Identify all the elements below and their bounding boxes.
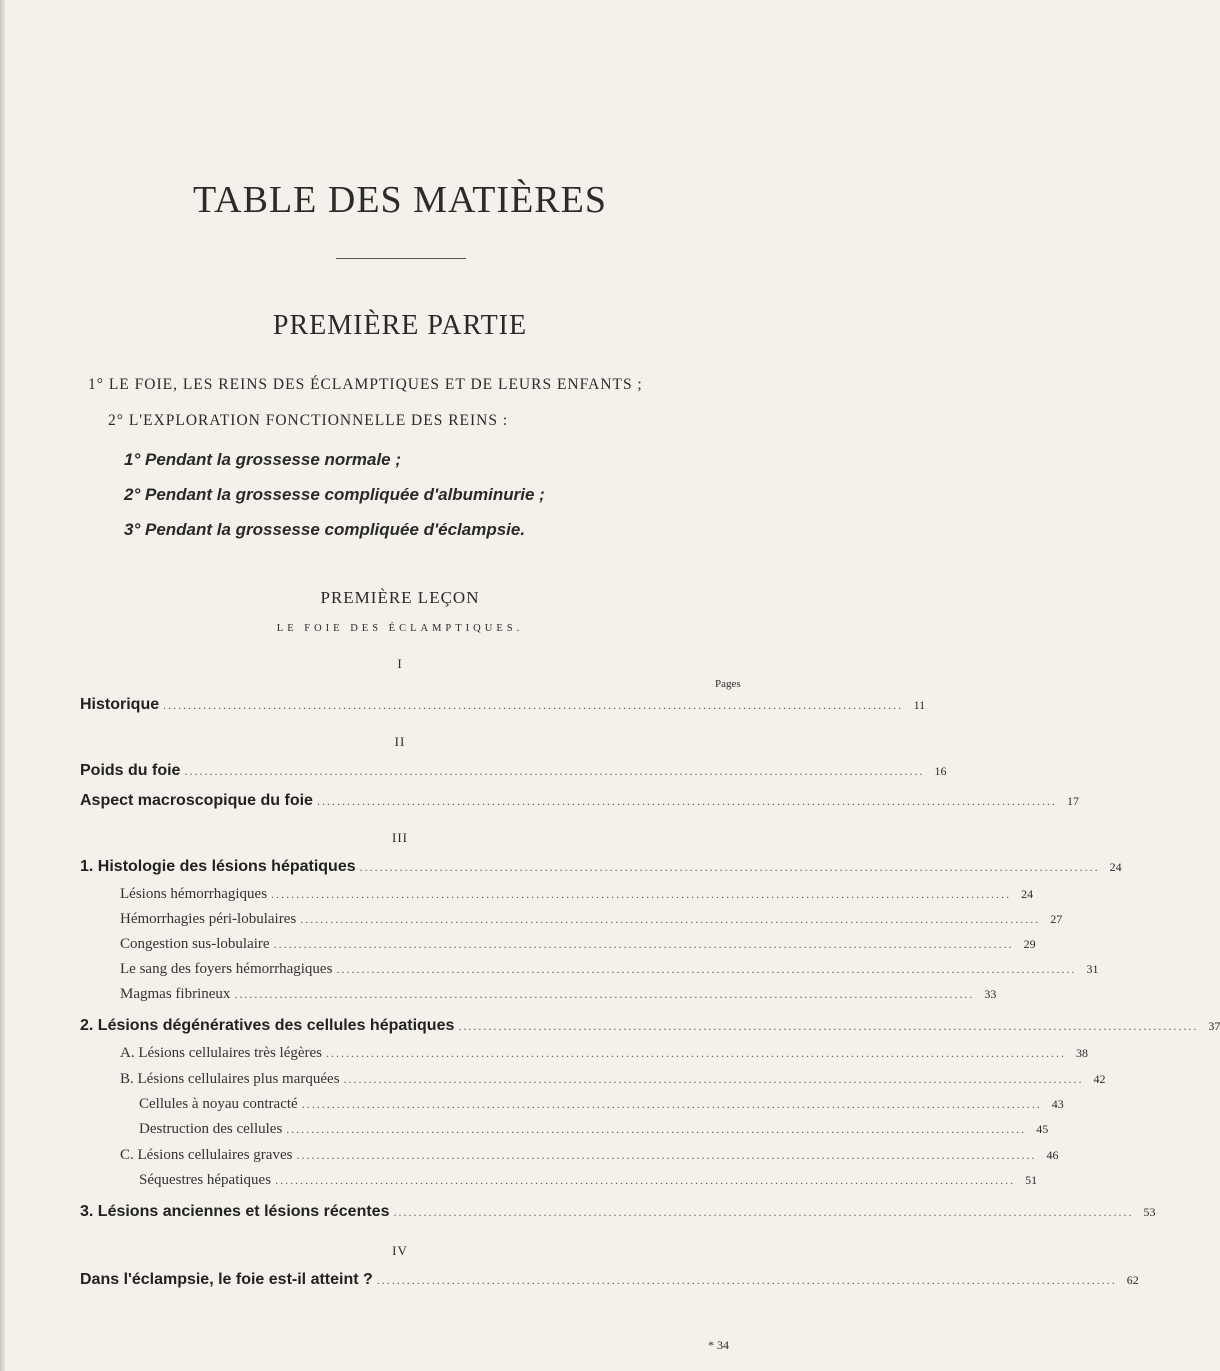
leader-dots: .................................................................................................................................................... xyxy=(286,1122,1027,1136)
section-numeral-2: II xyxy=(394,734,406,749)
leader-dots: .................................................................................................................................................... xyxy=(359,860,1100,874)
leader-dots: .................................................................................................................................................... xyxy=(271,887,1012,901)
leader-dots: .................................................................................................................................................... xyxy=(316,794,1057,808)
toc-entry-label: Congestion sus-lobulaire xyxy=(120,936,270,952)
toc-entry-page: 45 xyxy=(1036,1122,1049,1136)
toc-entry-label: Magmas fibrineux xyxy=(120,986,231,1002)
toc-entry xyxy=(120,886,1034,903)
toc-entry-page: 42 xyxy=(1093,1072,1106,1086)
toc-entry xyxy=(80,696,926,714)
toc-entry-label: Poids du foie xyxy=(80,762,181,779)
toc-entry-label: C. Lésions cellulaires graves xyxy=(120,1147,293,1163)
toc-entry-page: 29 xyxy=(1023,937,1036,951)
case-2: 2° Pendant la grossesse compliquée d'albuminurie ; xyxy=(124,485,545,504)
toc-entry-page: 46 xyxy=(1046,1148,1059,1162)
toc-entry xyxy=(120,911,1063,928)
toc-entry xyxy=(80,792,1079,810)
toc-entry-page: 43 xyxy=(1051,1097,1064,1111)
leader-dots: .................................................................................................................................................... xyxy=(275,1173,1016,1187)
toc-entry-label: Destruction des cellules xyxy=(139,1121,283,1137)
leader-dots: .................................................................................................................................................... xyxy=(336,962,1077,976)
leader-dots: .................................................................................................................................................... xyxy=(300,912,1041,926)
document-title: TABLE DES MATIÈRES xyxy=(193,179,607,221)
toc-entry xyxy=(120,961,1099,978)
subhead-1: 1° LE FOIE, LES REINS DES ÉCLAMPTIQUES ET DE LEURS ENFANTS ; xyxy=(88,376,643,393)
toc-entry xyxy=(120,986,997,1003)
toc-entry-page: 24 xyxy=(1021,887,1034,901)
leader-dots: .................................................................................................................................................... xyxy=(163,698,904,712)
lecon-title: PREMIÈRE LEÇON xyxy=(320,588,480,607)
leader-dots: .................................................................................................................................................... xyxy=(234,987,975,1001)
section-numeral-3: III xyxy=(392,830,408,845)
leader-dots: .................................................................................................................................................... xyxy=(184,764,925,778)
toc-entry xyxy=(120,936,1036,953)
case-3: 3° Pendant la grossesse compliquée d'éclampsie. xyxy=(124,520,526,539)
toc-entry-page: 33 xyxy=(984,987,997,1001)
toc-entry-label: Lésions hémorrhagiques xyxy=(120,886,268,902)
pages-column-label: Pages xyxy=(715,678,741,690)
toc-entry-label: Hémorrhagies péri-lobulaires xyxy=(120,911,297,927)
toc-entry-label: 1. Histologie des lésions hépatiques xyxy=(80,858,356,875)
leader-dots: .................................................................................................................................................... xyxy=(376,1273,1117,1287)
signature-mark: * 34 xyxy=(708,1338,729,1352)
case-1: 1° Pendant la grossesse normale ; xyxy=(124,450,402,469)
toc-entry-label: A. Lésions cellulaires très légères xyxy=(120,1045,323,1061)
leader-dots: .................................................................................................................................................... xyxy=(458,1019,1199,1033)
toc-entry xyxy=(139,1096,1064,1113)
leader-dots: .................................................................................................................................................... xyxy=(343,1072,1084,1086)
leader-dots: .................................................................................................................................................... xyxy=(393,1205,1134,1219)
toc-entry-label: B. Lésions cellulaires plus marquées xyxy=(120,1071,340,1087)
toc-entry-label: Historique xyxy=(80,696,160,713)
toc-entry-label: Dans l'éclampsie, le foie est-il atteint ? xyxy=(80,1271,373,1288)
toc-entry-page: 38 xyxy=(1076,1046,1089,1060)
leader-dots: .................................................................................................................................................... xyxy=(296,1148,1037,1162)
leader-dots: .................................................................................................................................................... xyxy=(326,1046,1067,1060)
toc-entry xyxy=(120,1045,1089,1062)
toc-entry xyxy=(80,1271,1139,1289)
toc-entry xyxy=(120,1147,1059,1164)
toc-entry-page: 31 xyxy=(1086,962,1099,976)
toc-entry-page: 16 xyxy=(934,764,947,778)
leader-dots: .................................................................................................................................................... xyxy=(273,937,1014,951)
toc-entry xyxy=(80,858,1122,876)
section-numeral-1: I xyxy=(397,656,403,671)
toc-entry-page: 24 xyxy=(1109,860,1122,874)
toc-entry-page: 51 xyxy=(1025,1173,1038,1187)
toc-entry-page: 62 xyxy=(1126,1273,1139,1287)
leader-dots: .................................................................................................................................................... xyxy=(301,1097,1042,1111)
toc-entry-page: 17 xyxy=(1066,794,1079,808)
toc-entry-page: 53 xyxy=(1143,1205,1156,1219)
toc-entry xyxy=(80,1203,1156,1221)
toc-entry xyxy=(139,1172,1038,1189)
toc-entry xyxy=(80,1017,1220,1035)
toc-entry xyxy=(80,762,947,780)
toc-entry-label: Le sang des foyers hémorrhagiques xyxy=(120,961,333,977)
subhead-2: 2° L'EXPLORATION FONCTIONNELLE DES REINS : xyxy=(108,412,509,429)
section-numeral-4: IV xyxy=(392,1243,408,1258)
toc-entry-label: Cellules à noyau contracté xyxy=(139,1096,298,1112)
toc-entry-page: 37 xyxy=(1208,1019,1220,1033)
toc-entry-label: Aspect macroscopique du foie xyxy=(80,792,313,809)
part-title: PREMIÈRE PARTIE xyxy=(272,310,528,341)
lecon-subtitle: LE FOIE DES ÉCLAMPTIQUES. xyxy=(276,623,524,634)
toc-entry xyxy=(120,1071,1106,1088)
toc-entry-label: 3. Lésions anciennes et lésions récentes xyxy=(80,1203,390,1220)
toc-entry-label: 2. Lésions dégénératives des cellules hépatiques xyxy=(80,1017,455,1034)
toc-entry-page: 27 xyxy=(1050,912,1063,926)
toc-entry-label: Séquestres hépatiques xyxy=(139,1172,272,1188)
toc-entry xyxy=(139,1121,1049,1138)
toc-entry-page: 11 xyxy=(913,698,926,712)
title-divider xyxy=(336,258,466,259)
